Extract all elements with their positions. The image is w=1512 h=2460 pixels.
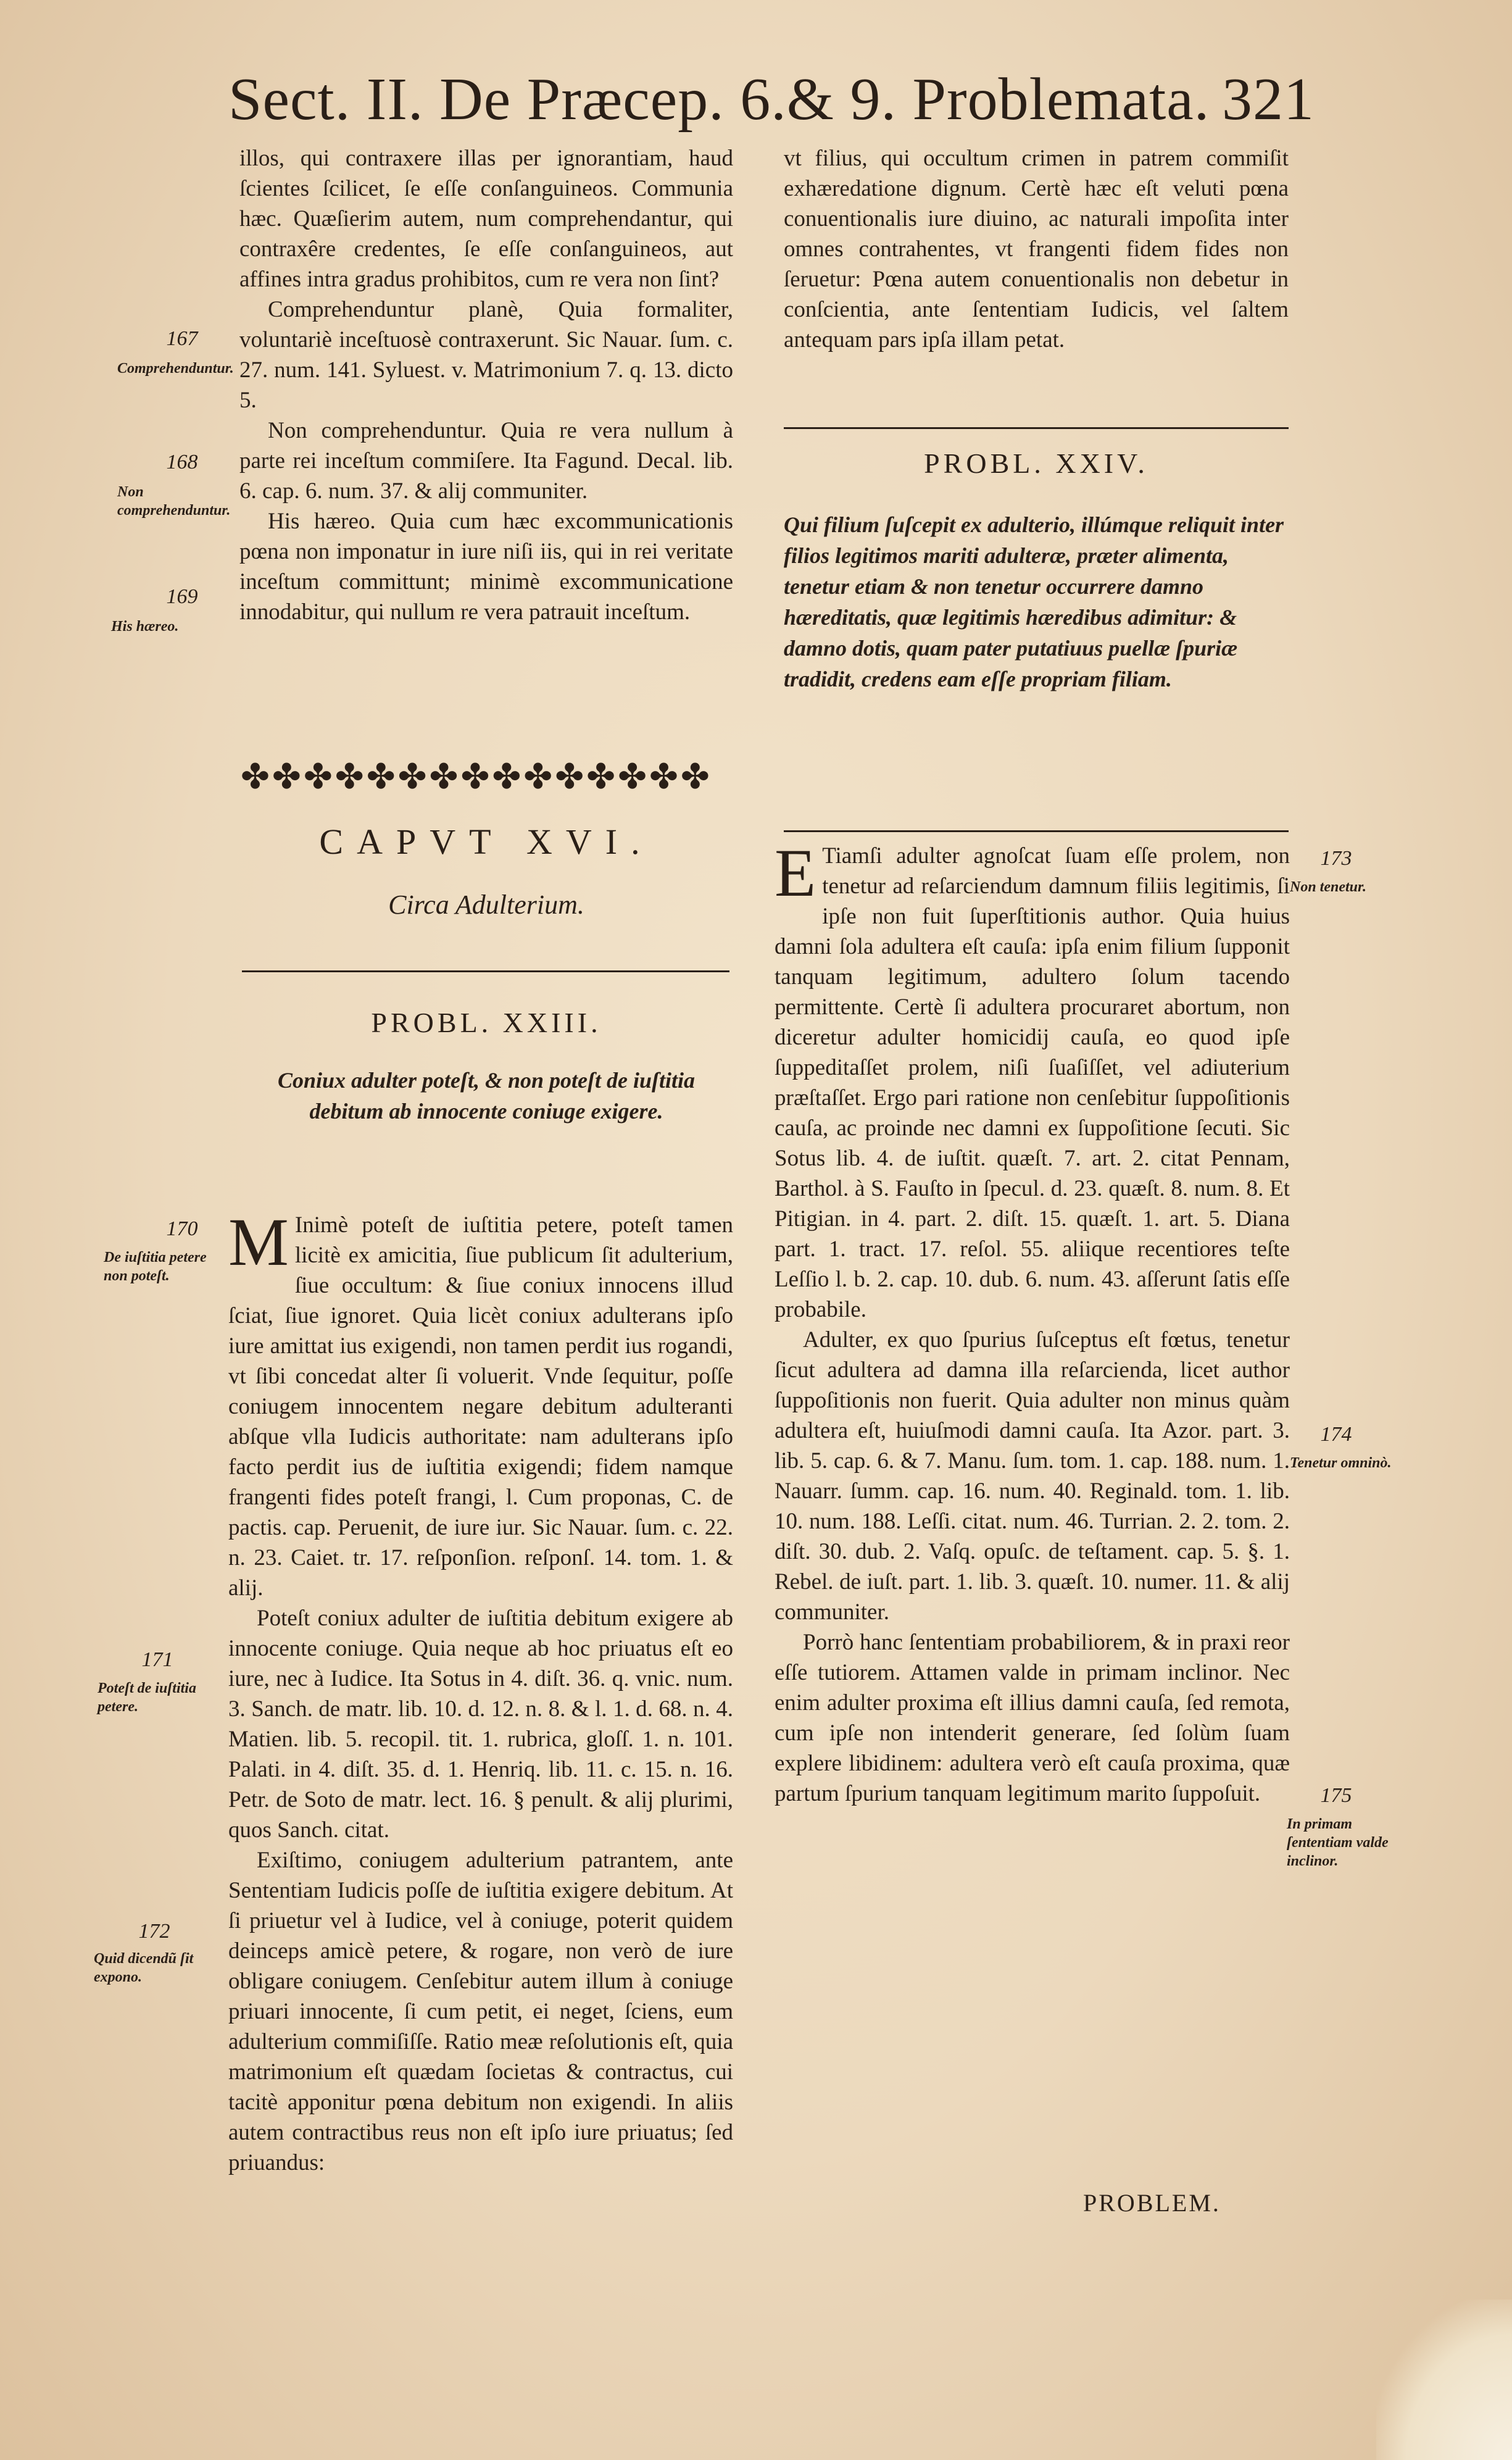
margin-note: Non tenetur. [1290, 879, 1367, 895]
drop-cap: M [228, 1204, 289, 1280]
page-number: 321 [1222, 66, 1315, 133]
paragraph: Non comprehenduntur. Quia re vera nullum à parte rei inceſtum commiſere. Ita Fagund. Decal. lib. 6. cap. 6. num. 37. & alij communiter. [239, 418, 733, 504]
paragraph: Porrò hanc ſententiam probabiliorem, & in praxi reor eſſe tutiorem. Attamen valde in primam inclinor. Nec enim adulter proxima eſt illius damni cauſa, ſed remota, cum ipſe non intenderit generare, ſed ſolùm ſuam explere libidinem: adultera verò eſt cauſa proxima, quæ partum ſpurium tanquam legitimum marito ſuppoſuit. [775, 1630, 1290, 1806]
margin-number: 175 [1320, 1784, 1352, 1807]
margin-note: Quid dicendũ ſit expono. [94, 1951, 194, 1985]
problem-heading: PROBL. XXIV. [924, 448, 1149, 479]
right-column [784, 143, 1289, 355]
paragraph: Poteſt coniux adulter de iuſtitia debitum exigere ab innocente coniuge. Quia neque ab hoc priuatus eſt eo iure, nec à Iudice. Ita Sotus in 4. diſt. 36. q. vnic. num. 3. Sanch. de matr. lib. 10. d. 12. n. 8. & l. 1. d. 68. n. 4. Matien. lib. 5. recopil. tit. 1. rubrica, gloſſ. 1. n. 101. Palati. in 4. diſt. 35. d. 1. Henriq. lib. 11. c. 15. n. 16. Petr. de Soto de matr. lect. 16. § penult. & alij plurimi, quos Sanch. citat. [228, 1606, 733, 1843]
problem-heading: PROBL. XXIII. [371, 1007, 602, 1038]
paragraph: Exiſtimo, coniugem adulterium patrantem, ante Sententiam Iudicis poſſe de iuſtitia exigere debitum. At ſi priuetur vel à Iudice, vel à coniuge, poterit quidem deinceps amicè petere, & rogare, non verò de iure obligare coniugem. Cenſebitur autem illum à coniuge priuari innocente, ſi cum petit, ei neget, ſciens, eum adulterium commiſiſſe. Ratio meæ reſolutionis eſt, quia matrimonium eſt quædam ſocietas & contractus, cui tacitè apponitur pœna debitum non exigendi. In aliis autem contractibus reus non eſt ipſo iure priuatus; ſed priuandus: [228, 1848, 733, 2175]
right-column-lower [775, 835, 1290, 1809]
catchword: PROBLEM. [1083, 2189, 1221, 2217]
margin-note: His hæreo. [111, 619, 179, 635]
margin-note: De iuſtitia petere non poteſt. [104, 1249, 207, 1284]
paragraph: illos, qui contraxere illas per ignorantiam, haud ſcientes ſcilicet, ſe eſſe conſanguineos. Communia hæc. Quæſierim autem, num comprehendantur, qui contraxêre credentes, ſe eſſe conſanguineos, aut affines intra gradus prohibitos, cum re vera non ſint? [239, 146, 733, 292]
problem-subtitle: Qui filium ſuſcepit ex adulterio, illúmque reliquit inter filios legitimos mariti adulteræ, præter alimenta, tenetur etiam & non tenetur occurrere damno hæreditatis, quæ legitimis hæredibus adimitur: & damno dotis, quam pater putatiuus puellæ ſpuriæ tradidit, credens eam eſſe propriam filiam. [784, 512, 1284, 691]
header-title: Sect. II. De Præcep. 6.& 9. Problemata. [228, 66, 1210, 133]
paragraph: vt filius, qui occultum crimen in patrem commiſit exhæredatione dignum. Certè hæc eſt veluti pœna conuentionalis iure diuino, ac naturali impoſita inter omnes contrahentes, vt frangenti fidem fides non ſeruetur: Pœna autem conuentionalis non debetur in conſcientia, ante ſententiam Iudicis, vel ſaltem antequam pars ipſa illam petat. [784, 146, 1289, 352]
paragraph: E Tiamſi adulter agnoſcat ſuam eſſe prolem, non tenetur ad reſarciendum damnum filiis legitimis, ſi ipſe non fuit ſuperſtitionis author. Quia huius damni ſola adultera eſt cauſa: ipſa enim filium ſupponit tanquam legitimum, adultero ſolum tacendo permittente. Certè ſi adultera procuraret abortum, non diceretur adulter homicidij cauſa, eo quod ipſe ſuppeditaſſet prolem, niſi ſuaſiſſet, vel adiuterium præſtaſſet. Ergo pari ratione non cenſebitur ſuppoſitionis cauſa, ac proinde nec damni ex ſuppoſitione ſecuti. Sic Sotus lib. 4. de iuſtit. quæſt. 7. art. 2. citat Pennam, Barthol. à S. Fauſto in ſpecul. d. 23. quæſt. 8. num. 8. Et Pitigian. in 4. part. 2. diſt. 15. quæſt. 1. art. 5. Diana part. 1. tract. 17. reſol. 55. aliique recentiores teſte Leſſio l. b. 2. cap. 10. dub. 6. num. 43. aſſerunt ſatis eſſe probabile. [775, 835, 1290, 1322]
margin-note: Comprehenduntur. [117, 361, 234, 377]
margin-number: 171 [141, 1648, 173, 1671]
chapter-subtitle: Circa Adulterium. [388, 890, 584, 920]
left-column-lower [228, 1204, 733, 2178]
paper-damage-stain [1376, 2299, 1512, 2460]
left-column [239, 143, 733, 627]
margin-number: 173 [1320, 847, 1352, 870]
decorative-ornament-band: ✤✤✤✤✤✤✤✤✤✤✤✤✤✤✤ [241, 758, 712, 796]
margin-note: In primam ſententiam valde inclinor. [1287, 1816, 1389, 1869]
margin-number: 169 [166, 585, 198, 608]
paragraph: Adulter, ex quo ſpurius ſuſceptus eſt fœtus, tenetur ſicut adultera ad damna illa reſarcienda, licet author ſuppoſitionis non fuerit. Quia adulter non minus quàm adultera eſt, huiuſmodi damni cauſa. Ita Azor. part. 3. lib. 5. cap. 6. & 7. Manu. ſum. tom. 1. cap. 188. num. 1. Nauarr. ſumm. cap. 16. num. 40. Reginald. tom. 1. lib. 10. num. 188. Leſſi. citat. num. 46. Turrian. 2. 2. tom. 2. diſt. 30. dub. 2. Vaſq. opuſc. de teſtament. cap. 5. §. 1. Rebel. de iuſt. part. 1. lib. 3. quæſt. 10. numer. 11. & alij communiter. [775, 1327, 1290, 1625]
margin-note: Non comprehenduntur. [117, 484, 231, 519]
margin-note: Tenetur omninò. [1290, 1455, 1392, 1471]
divider-rule [784, 427, 1289, 429]
paragraph: His hæreo. Quia cum hæc excommunicationis pœna non imponatur in iure niſi iis, qui in rei veritate inceſtum committunt; minimè excommunicatione innodabitur, qui nullum re vera patrauit inceſtum. [239, 509, 733, 625]
divider-rule [784, 830, 1289, 832]
margin-number: 172 [138, 1920, 170, 1943]
margin-number: 167 [166, 327, 198, 350]
problem-subtitle: Coniux adulter poteſt, & non poteſt de iuſtitia debitum ab innocente coniuge exigere. [277, 1068, 696, 1124]
divider-rule [242, 970, 729, 972]
margin-number: 168 [166, 451, 198, 473]
margin-number: 174 [1320, 1423, 1352, 1446]
paragraph: M Inimè poteſt de iuſtitia petere, poteſt tamen licitè ex amicitia, ſiue publicum ſit adulterium, ſiue occultum: & ſiue coniux innocens illud ſciat, ſiue ignoret. Quia licèt coniux adulterans ipſo iure amittat ius exigendi, non tamen perdit ius rogandi, vt ſibi concedat alter ſi voluerit. Vnde ſequitur, poſſe coniugem innocentem negare debitum adulteranti abſque vlla Iudicis authoritate: nam adulterans ipſo facto perdit ius de iuſtitia exigendi; fidem namque frangenti fides poteſt frangi, l. Cum proponas, C. de pactis. cap. Peruenit, de iure iur. Sic Nauar. ſum. c. 22. n. 23. Caiet. tr. 17. reſponſion. reſponſ. 14. tom. 1. & alij. [228, 1204, 733, 1601]
running-header [228, 65, 1315, 139]
paragraph: Comprehenduntur planè, Quia formaliter, voluntariè inceſtuosè contraxerunt. Sic Nauar. ſum. c. 27. num. 141. Syluest. v. Matrimonium 7. q. 13. dicto 5. [239, 297, 733, 413]
chapter-heading: CAPVT XVI. [319, 822, 654, 862]
drop-cap: E [775, 835, 816, 911]
margin-number: 170 [166, 1217, 198, 1240]
margin-note: Poteſt de iuſtitia petere. [98, 1680, 196, 1715]
